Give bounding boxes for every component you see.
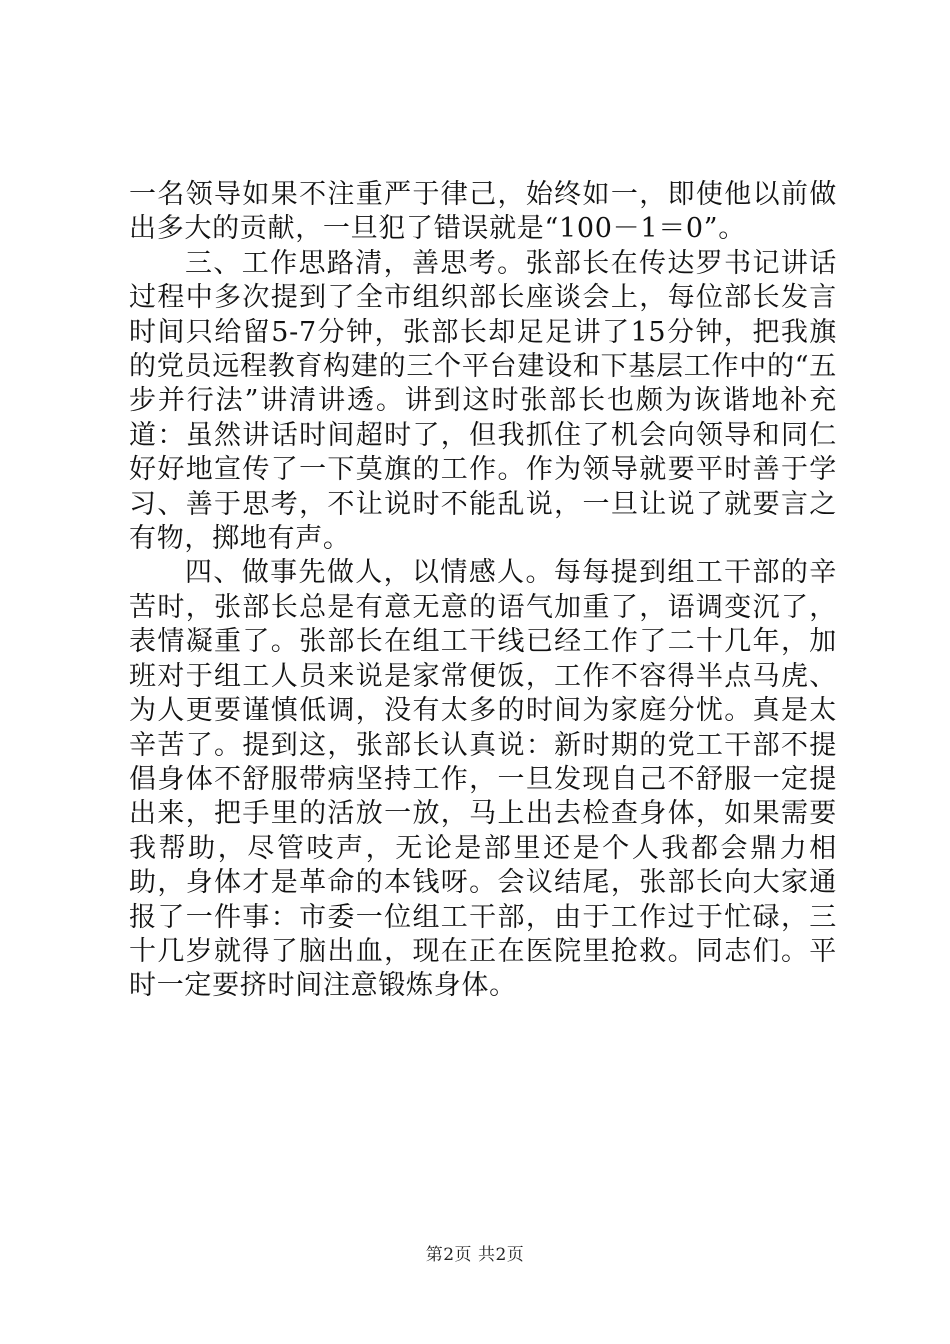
document-body bbox=[129, 178, 837, 1004]
paragraph-section-three: 三、工作思路清，善思考。张部长在传达罗书记讲话过程中多次提到了全市组织部长座谈会上，每位部长发言时间只给留5-7分钟，张部长却足足讲了15分钟，把我旗的党员远程教育构建的三个平台建设和下基层工作中的“五步并行法”讲清讲透。讲到这时张部长也颇为诙谐地补充道：虽然讲话时间超时了，但我抓住了机会向领导和同仁好好地宣传了一下莫旗的工作。作为领导就要平时善于学习、善于思考，不让说时不能乱说，一旦让说了就要言之有物，掷地有声。 bbox=[129, 247, 837, 555]
page-footer: 第2页 共2页 bbox=[425, 1245, 525, 1265]
paragraph-continuation: 一名领导如果不注重严于律己，始终如一，即使他以前做出多大的贡献，一旦犯了错误就是“100－1＝0”。 bbox=[129, 179, 837, 245]
paragraph-section-four: 四、做事先做人，以情感人。每每提到组工干部的辛苦时，张部长总是有意无意的语气加重了，语调变沉了，表情凝重了。张部长在组工干线已经工作了二十几年，加班对于组工人员来说是家常便饭，工作不容得半点马虎、为人更要谨慎低调，没有太多的时间为家庭分忧。真是太辛苦了。提到这，张部长认真说：新时期的党工干部不提倡身体不舒服带病坚持工作，一旦发现自己不舒服一定提出来，把手里的活放一放，马上出去检查身体，如果需要我帮助，尽管吱声，无论是部里还是个人我都会鼎力相助，身体才是革命的本钱呀。会议结尾，张部长向大家通报了一件事：市委一位组工干部，由于工作过于忙碌，三十几岁就得了脑出血，现在正在医院里抢救。同志们。平时一定要挤时间注意锻炼身体。 bbox=[129, 557, 837, 1002]
